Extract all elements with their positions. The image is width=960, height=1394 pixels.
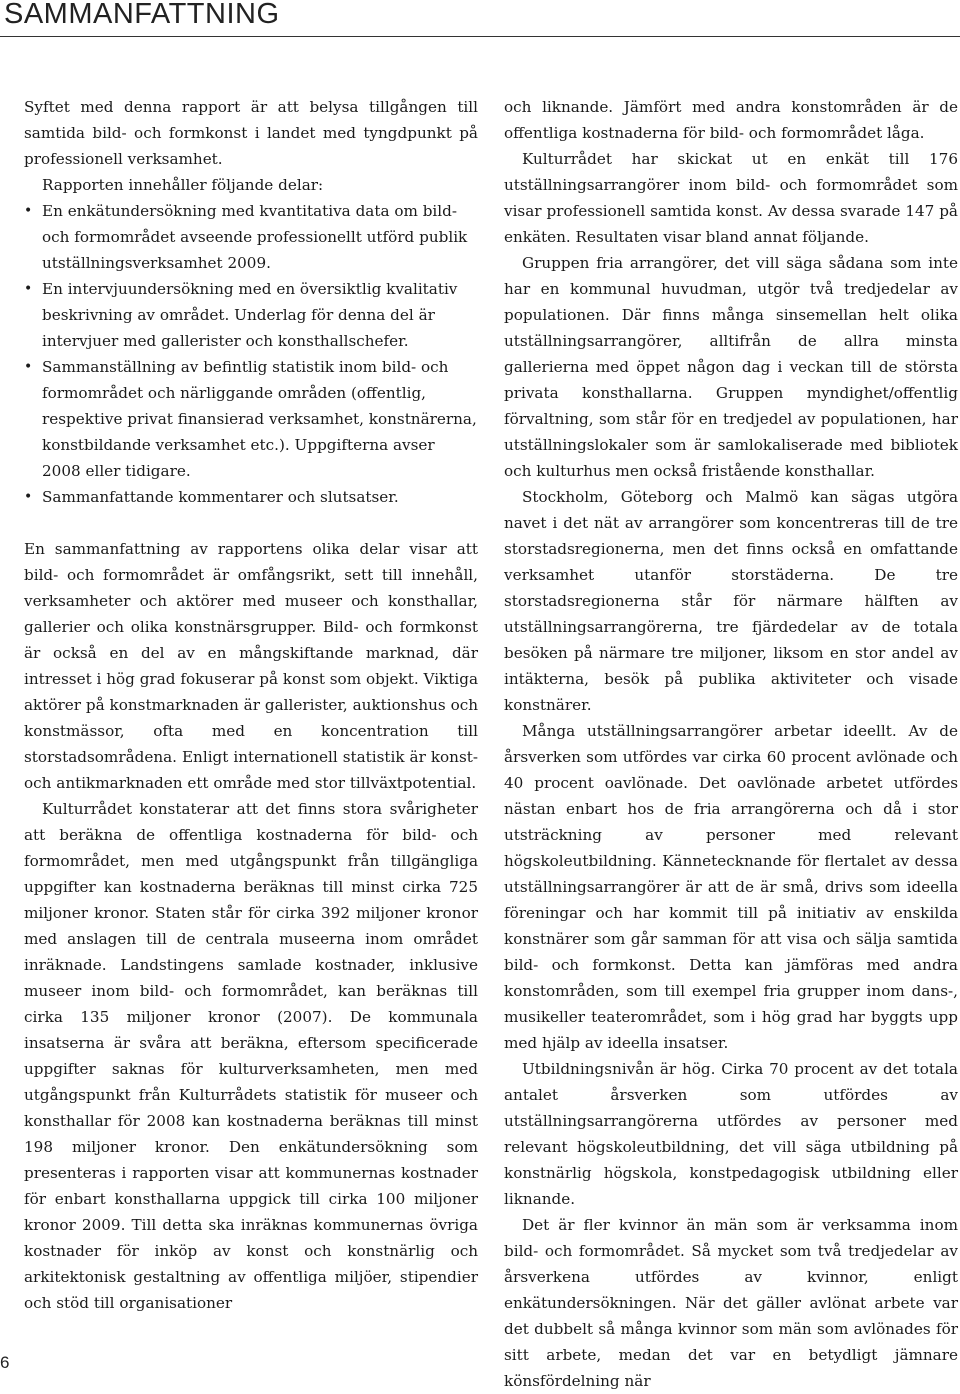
right-column bbox=[504, 94, 958, 1394]
page-title: SAMMANFATTNING bbox=[4, 0, 280, 30]
list-item: • Sammanfattande kommentarer och slutsatser. bbox=[24, 484, 478, 510]
list-intro: Rapporten innehåller följande delar: bbox=[42, 176, 324, 194]
list-item: • En enkätundersökning med kvantitativa data om bild- och formområdet avseende professionellt utförd publik utställningsverksamhet 2009. bbox=[24, 198, 478, 276]
regions-paragraph: Stockholm, Göteborg och Malmö kan sägas utgöra navet i det nät av arrangörer som koncentreras till de tre storstadsregionerna, men det finns också en omfattande verksamhet utanför storstäderna. De tre storstadsregionerna står för närmare hälften av utställningsarrangörerna, tre fjärdedelar av de totala besöken på närmare tre miljoner, liksom en stor andel av intäkterna, besök på publika aktiviteter och visade konstnärer. bbox=[504, 488, 958, 714]
page-number: 6 bbox=[0, 1353, 10, 1372]
summary-paragraph: En sammanfattning av rapportens olika delar visar att bild- och formområdet är omfångsrikt, sett till innehåll, verksamheter och aktörer med museer och konsthallar, gallerier och olika konstnärsgrupper. Bild- och formkonst är också en del av en mångskiftande marknad, där intresset i hög grad fokuserar på konst som objekt. Viktiga aktörer på konstmarknaden är gallerister, auktionshus och konstmässor, ofta med en koncentration till storstadsområdena. Enligt internationell statistik är konst- och antikmarknaden ett område med stor tillväxtpotential. bbox=[24, 540, 478, 792]
continuation-paragraph: och liknande. Jämfört med andra konstområden är de offentliga kostnaderna för bild- och formområdet låga. bbox=[504, 98, 958, 142]
organizers-paragraph: Gruppen fria arrangörer, det vill säga sådana som inte har en kommunal huvudman, utgör två tredjedelar av populationen. Där finns många sinsemellan helt olika utställningsarrangörer, alltifrån de allra minsta gallerierna med öppet någon dag i veckan till de största privata konsthallarna. Gruppen myndighet/offentlig förvaltning, som står för en tredjedel av populationen, har utställningslokaler som är samlokaliserade med bibliotek och kulturhus men också fristående konsthallar. bbox=[504, 254, 958, 480]
list-item: • Sammanställning av befintlig statistik inom bild- och formområdet och närliggande områden (offentlig, respektive privat finansierad verksamhet, konstnärerna, konstbildande verksamhet etc.). Uppgifterna avser 2008 eller tidigare. bbox=[24, 354, 478, 484]
intro-paragraph: Syftet med denna rapport är att belysa tillgången till samtida bild- och formkonst i landet med tyngdpunkt på professionell verksamhet. bbox=[24, 98, 478, 168]
left-column bbox=[24, 94, 478, 1316]
list-item: • En intervjuundersökning med en översiktlig kvalitativ beskrivning av området. Underlag för denna del är intervjuer med gallerister och konsthallschefer. bbox=[24, 276, 478, 354]
contents-list bbox=[24, 198, 478, 510]
education-paragraph: Utbildningsnivån är hög. Cirka 70 procent av det totala antalet årsverken som utfördes av utställningsarrangörerna utfördes av personer med relevant högskoleutbildning, det vill säga utbildning på konstnärlig högskola, konstpedagogisk utbildning eller liknande. bbox=[504, 1060, 958, 1208]
costs-paragraph: Kulturrådet konstaterar att det finns stora svårigheter att beräkna de offentliga kostnaderna för bild- och formområdet, men med utgångspunkt från tillgängliga uppgifter kan kostnaderna beräknas till minst cirka 725 miljoner kronor. Staten står för cirka 392 miljoner kronor med anslagen till de centrala museerna inom området inräknade. Landstingens samlade kostnader, inklusive museer inom bild- och formområdet, kan beräknas till cirka 135 miljoner kronor (2007). De kommunala insatserna är svåra att beräkna, eftersom specificerade uppgifter saknas för kulturverksamheten, men med utgångspunkt från Kulturrådets statistik för museer och konsthallar för 2008 kan kostnaderna beräknas till minst 198 miljoner kronor. Den enkätundersökning som presenteras i rapporten visar att kommunernas kostnader för enbart konsthallarna uppgick till cirka 100 miljoner kronor 2009. Till detta ska inräknas kommunernas övriga kostnader för inköp av konst och konstnärlig och arkitektonisk gestaltning av offentliga miljöer, stipendier och stöd till organisationer bbox=[24, 800, 478, 1312]
survey-paragraph: Kulturrådet har skickat ut en enkät till 176 utställningsarrangörer inom bild- och formområdet som visar professionell samtida konst. Av dessa svarade 147 på enkäten. Resultaten visar bland annat följande. bbox=[504, 150, 958, 246]
page-header bbox=[0, 0, 960, 37]
volunteer-paragraph: Många utställningsarrangörer arbetar ideellt. Av de årsverken som utfördes var cirka 60 procent avlönade och 40 procent oavlönade. Det oavlönade arbetet utfördes nästan enbart hos de fria arrangörerna och då i stor utsträckning av personer med relevant högskoleutbildning. Kännetecknande för flertalet av dessa utställningsarrangörer är att de är små, drivs som ideella föreningar och har kommit till på initiativ av enskilda konstnärer som går samman för att visa och sälja samtida bild- och formkonst. Detta kan jämföras med andra konstområden, som till exempel fria grupper inom dans-, musikeller teaterområdet, som i hög grad har byggts upp med hjälp av ideella insatser. bbox=[504, 722, 958, 1052]
gender-paragraph: Det är fler kvinnor än män som är verksamma inom bild- och formområdet. Så mycket som två tredjedelar av årsverkena utfördes av kvinnor, enligt enkätundersökningen. När det gäller avlönat arbete var det dubbelt så många kvinnor som män som avlönades för sitt arbete, medan det var en betydligt jämnare könsfördelning när bbox=[504, 1216, 958, 1390]
